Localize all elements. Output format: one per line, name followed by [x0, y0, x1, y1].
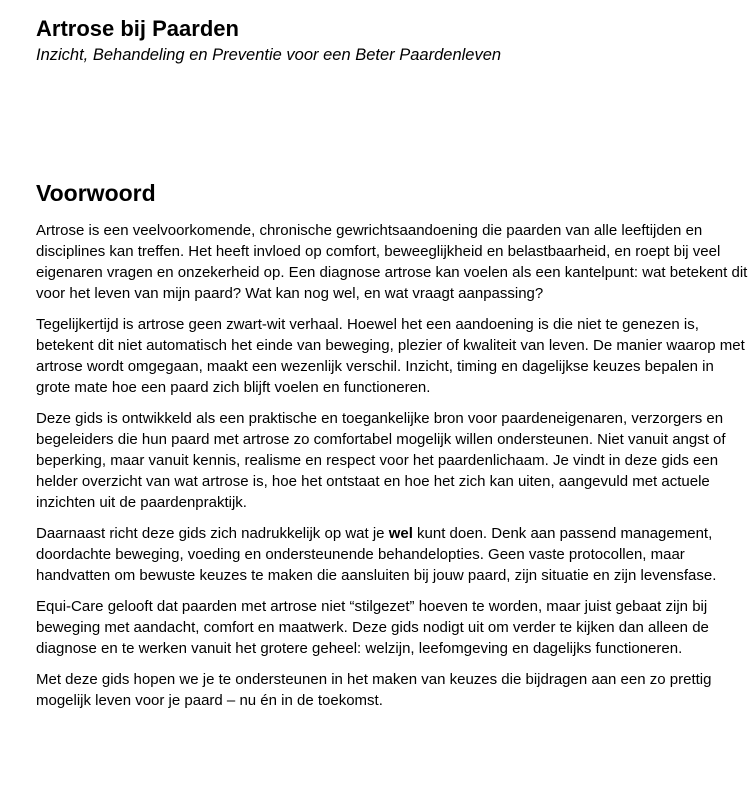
paragraph: Artrose is een veelvoorkomende, chronische gewrichtsaandoening die paarden van alle leeftijden en disciplines kan treffen. Het heeft invloed op comfort, beweeglijkheid en belastbaarheid, en roept bij veel eigenaren vragen en onzekerheid op. Een diagnose artrose kan voelen als een kantelpunt: wat betekent dit voor het leven van mijn paard? Wat kan nog wel, en wat vraagt aanpassing?	[36, 222, 748, 302]
paragraph: Equi-Care gelooft dat paarden met artrose niet “stilgezet” hoeven te worden, maar juist gebaat zijn bij beweging met aandacht, comfort en maatwerk. Deze gids nodigt uit om verder te kijken dan alleen de diagnose en te werken vanuit het grotere geheel: welzijn, leefomgeving en dagelijks functioneren.	[36, 598, 709, 657]
document-subtitle: Inzicht, Behandeling en Preventie voor een Beter Paardenleven	[36, 46, 502, 64]
paragraph-text: Daarnaast richt deze gids zich nadrukkelijk op wat je	[36, 525, 389, 542]
paragraph-text: kunt doen. Denk aan passend management, doordachte beweging, voeding en ondersteunende behandelopties. Geen vaste protocollen, maar handvatten om bewuste keuzes te maken die aansluiten bij jouw paard, zijn situatie en zijn levensfase.	[36, 525, 717, 584]
section-heading: Voorwoord	[36, 180, 156, 206]
paragraph	[36, 523, 748, 586]
paragraph: Deze gids is ontwikkeld als een praktische en toegankelijke bron voor paardeneigenaren, verzorgers en begeleiders die hun paard met artrose zo comfortabel mogelijk willen ondersteunen. Niet vanuit angst of beperking, maar vanuit kennis, realisme en respect voor het paardenlichaam. Je vindt in deze gids een helder overzicht van wat artrose is, hoe het ontstaat en hoe het zich kan uiten, aangevuld met actuele inzichten uit de paardenpraktijk.	[36, 410, 726, 511]
emphasis-text: wel	[388, 525, 413, 542]
paragraph: Met deze gids hopen we je te ondersteunen in het maken van keuzes die bijdragen aan een zo prettig mogelijk leven voor je paard – nu én in de toekomst.	[36, 671, 712, 709]
document-title: Artrose bij Paarden	[36, 16, 239, 41]
paragraph: Tegelijkertijd is artrose geen zwart-wit verhaal. Hoewel het een aandoening is die niet te genezen is, betekent dit niet automatisch het einde van beweging, plezier of kwaliteit van leven. De manier waarop met artrose wordt omgegaan, maakt een wezenlijk verschil. Inzicht, timing en dagelijkse keuzes bepalen in grote mate hoe een paard zich blijft voelen en functioneren.	[36, 316, 745, 396]
